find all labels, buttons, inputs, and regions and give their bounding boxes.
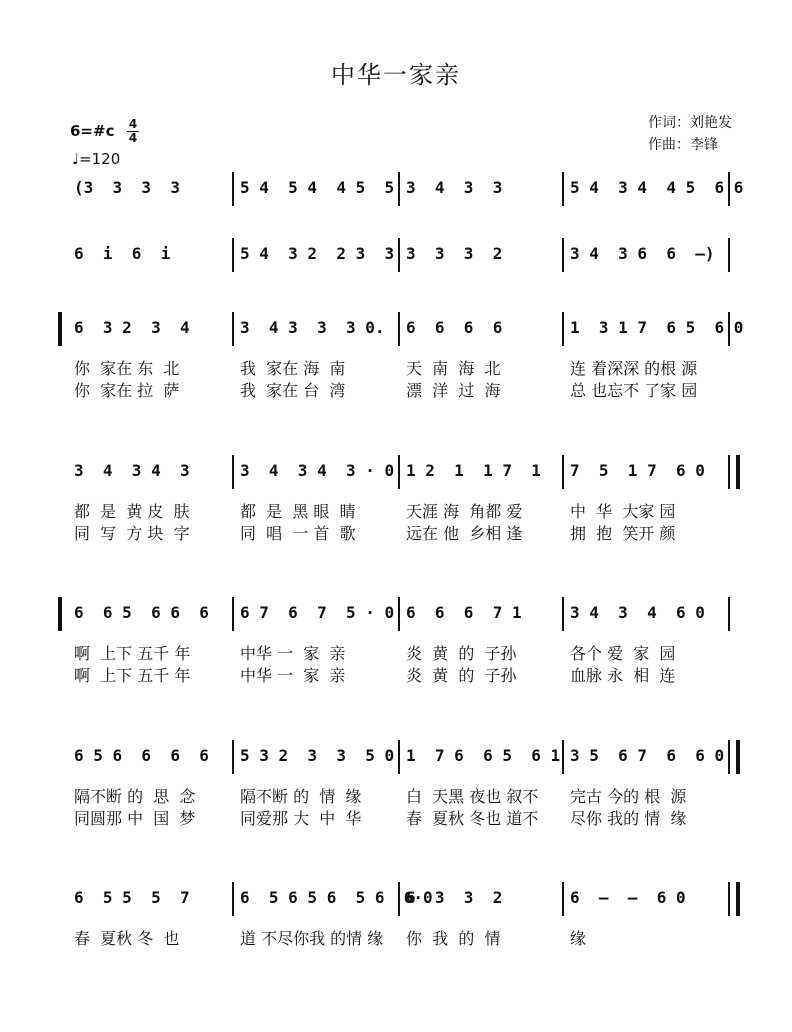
lyric-verse-2: 啊 上下 五千 年	[74, 666, 191, 685]
barline	[562, 172, 564, 206]
measure-notes: 3 4 3 6 6 —)	[570, 244, 715, 263]
lyric-verse-1: 啊 上下 五千 年	[74, 644, 191, 663]
lyric-verse-1: 你 家在 东 北	[74, 359, 180, 378]
barline	[232, 455, 234, 489]
measure-notes: 5 3 2 3 3 5 0	[240, 746, 395, 765]
staff-system	[60, 312, 742, 462]
barline	[232, 882, 234, 916]
lyric-verse-1: 完古 今的 根 源	[570, 787, 687, 806]
lyric-verse-2: 同 唱 一 首 歌	[240, 524, 356, 543]
repeat-end-barline	[736, 455, 740, 489]
measure-notes: 1 7 6 6 5 6 1	[406, 746, 561, 765]
lyric-verse-1: 都 是 黄 皮 肤	[74, 502, 190, 521]
measure-notes: 3 4 3 3 3 0.	[240, 318, 385, 337]
lyric-verse-1: 各个 爱 家 园	[570, 644, 676, 663]
time-signature	[126, 118, 140, 145]
measure-notes: 6 7 6 7 5 · 0	[240, 603, 395, 622]
lyric-verse-2: 血脉 永 相 连	[570, 666, 676, 685]
measure-notes: 6 6 6 7 1	[406, 603, 522, 622]
lyric-verse-1: 缘	[570, 929, 587, 948]
lyric-verse-2: 同 写 方 块 字	[74, 524, 190, 543]
lyric-verse-2: 春 夏秋 冬也 道不	[406, 809, 539, 828]
time-signature-bottom: 4	[128, 131, 138, 145]
barline	[728, 455, 730, 489]
barline	[398, 238, 400, 272]
measure-notes: 6 5 5 5 7	[74, 888, 190, 907]
barline	[562, 740, 564, 774]
song-title: 中华一家亲	[331, 61, 461, 89]
credits	[648, 112, 732, 156]
barline	[728, 882, 730, 916]
lyric-verse-1: 中华 一 家 亲	[240, 644, 346, 663]
barline	[232, 172, 234, 206]
barline	[232, 312, 234, 346]
measure-notes: 5 4 5 4 4 5 5	[240, 178, 395, 197]
measure-notes: 6 6 5 6 6 6	[74, 603, 209, 622]
final-barline	[736, 882, 740, 916]
barline	[398, 455, 400, 489]
lyric-verse-1: 道 不尽你我 的情 缘	[240, 929, 384, 948]
measure-notes: 5 4 3 2 2 3 3	[240, 244, 395, 263]
composer-credit: 作曲：李锋	[648, 137, 718, 153]
barline	[562, 455, 564, 489]
measure-notes: 6 — — 6 0	[570, 888, 686, 907]
barline	[398, 597, 400, 631]
lyric-verse-1: 隔不断 的 情 缘	[240, 787, 362, 806]
lyric-verse-1: 天 南 海 北	[406, 359, 501, 378]
lyric-verse-1: 天涯 海 角都 爱	[406, 502, 523, 521]
lyric-verse-1: 你 我 的 情	[406, 929, 501, 948]
measure-notes: 7 5 1 7 6 0	[570, 461, 705, 480]
barline	[232, 597, 234, 631]
barline	[562, 312, 564, 346]
measure-notes: 3 4 3 3	[406, 178, 503, 197]
barline	[398, 172, 400, 206]
time-signature-top: 4	[128, 117, 138, 131]
measure-notes: 6 3 3 2	[406, 888, 503, 907]
lyric-verse-2: 同圆那 中 国 梦	[74, 809, 196, 828]
lyric-verse-2: 总 也忘不 了家 园	[570, 381, 698, 400]
measure-notes: 3 3 3 2	[406, 244, 503, 263]
repeat-end-barline	[736, 740, 740, 774]
lyric-verse-2: 你 家在 拉 萨	[74, 381, 180, 400]
measure-notes: 3 4 3 4 3 · 0	[240, 461, 395, 480]
barline	[728, 238, 730, 272]
measure-notes: 3 4 3 4 6 0	[570, 603, 705, 622]
lyric-verse-1: 白 天黑 夜也 叙不	[406, 787, 539, 806]
lyric-verse-1: 炎 黄 的 子孙	[406, 644, 517, 663]
measure-notes: 6 6 6 6	[406, 318, 503, 337]
lyric-verse-2: 中华 一 家 亲	[240, 666, 346, 685]
repeat-start-barline	[58, 597, 62, 631]
barline	[728, 740, 730, 774]
barline	[728, 597, 730, 631]
barline	[232, 740, 234, 774]
lyric-verse-2: 拥 抱 笑开 颜	[570, 524, 676, 543]
staff-system	[60, 597, 742, 747]
lyric-verse-2: 同爱那 大 中 华	[240, 809, 362, 828]
measure-notes: (3 3 3 3	[74, 178, 180, 197]
measure-notes: 6 i 6 i	[74, 244, 171, 263]
key-signature: 6=#c	[70, 122, 115, 140]
tempo-marking: ♩=120	[72, 150, 121, 168]
lyric-verse-1: 连 着深深 的根 源	[570, 359, 698, 378]
staff-system	[60, 882, 742, 1032]
measure-notes: 6 5 6 5 6 5 6 6·0	[240, 888, 433, 907]
lyric-verse-2: 远在 他 乡相 逢	[406, 524, 523, 543]
staff-system	[60, 740, 742, 890]
barline	[562, 882, 564, 916]
repeat-start-barline	[58, 312, 62, 346]
lyric-verse-2: 尽你 我的 情 缘	[570, 809, 687, 828]
staff-system	[60, 455, 742, 605]
lyric-verse-1: 我 家在 海 南	[240, 359, 346, 378]
measure-notes: 5 4 3 4 4 5 6 6	[570, 178, 744, 197]
barline	[232, 238, 234, 272]
lyric-verse-2: 我 家在 台 湾	[240, 381, 346, 400]
measure-notes: 3 5 6 7 6 6 0	[570, 746, 725, 765]
barline	[562, 238, 564, 272]
barline	[398, 312, 400, 346]
lyric-verse-1: 都 是 黑 眼 睛	[240, 502, 356, 521]
lyricist-credit: 作词：刘艳发	[648, 115, 732, 131]
lyric-verse-1: 春 夏秋 冬 也	[74, 929, 180, 948]
measure-notes: 3 4 3 4 3	[74, 461, 190, 480]
barline	[562, 597, 564, 631]
measure-notes: 6 3 2 3 4	[74, 318, 190, 337]
measure-notes: 1 3 1 7 6 5 6 0	[570, 318, 744, 337]
barline	[398, 740, 400, 774]
measure-notes: 6 5 6 6 6 6	[74, 746, 209, 765]
lyric-verse-2: 炎 黄 的 子孙	[406, 666, 517, 685]
lyric-verse-2: 漂 洋 过 海	[406, 381, 501, 400]
lyric-verse-1: 隔不断 的 思 念	[74, 787, 196, 806]
lyric-verse-1: 中 华 大家 园	[570, 502, 676, 521]
measure-notes: 1 2 1 1 7 1	[406, 461, 541, 480]
